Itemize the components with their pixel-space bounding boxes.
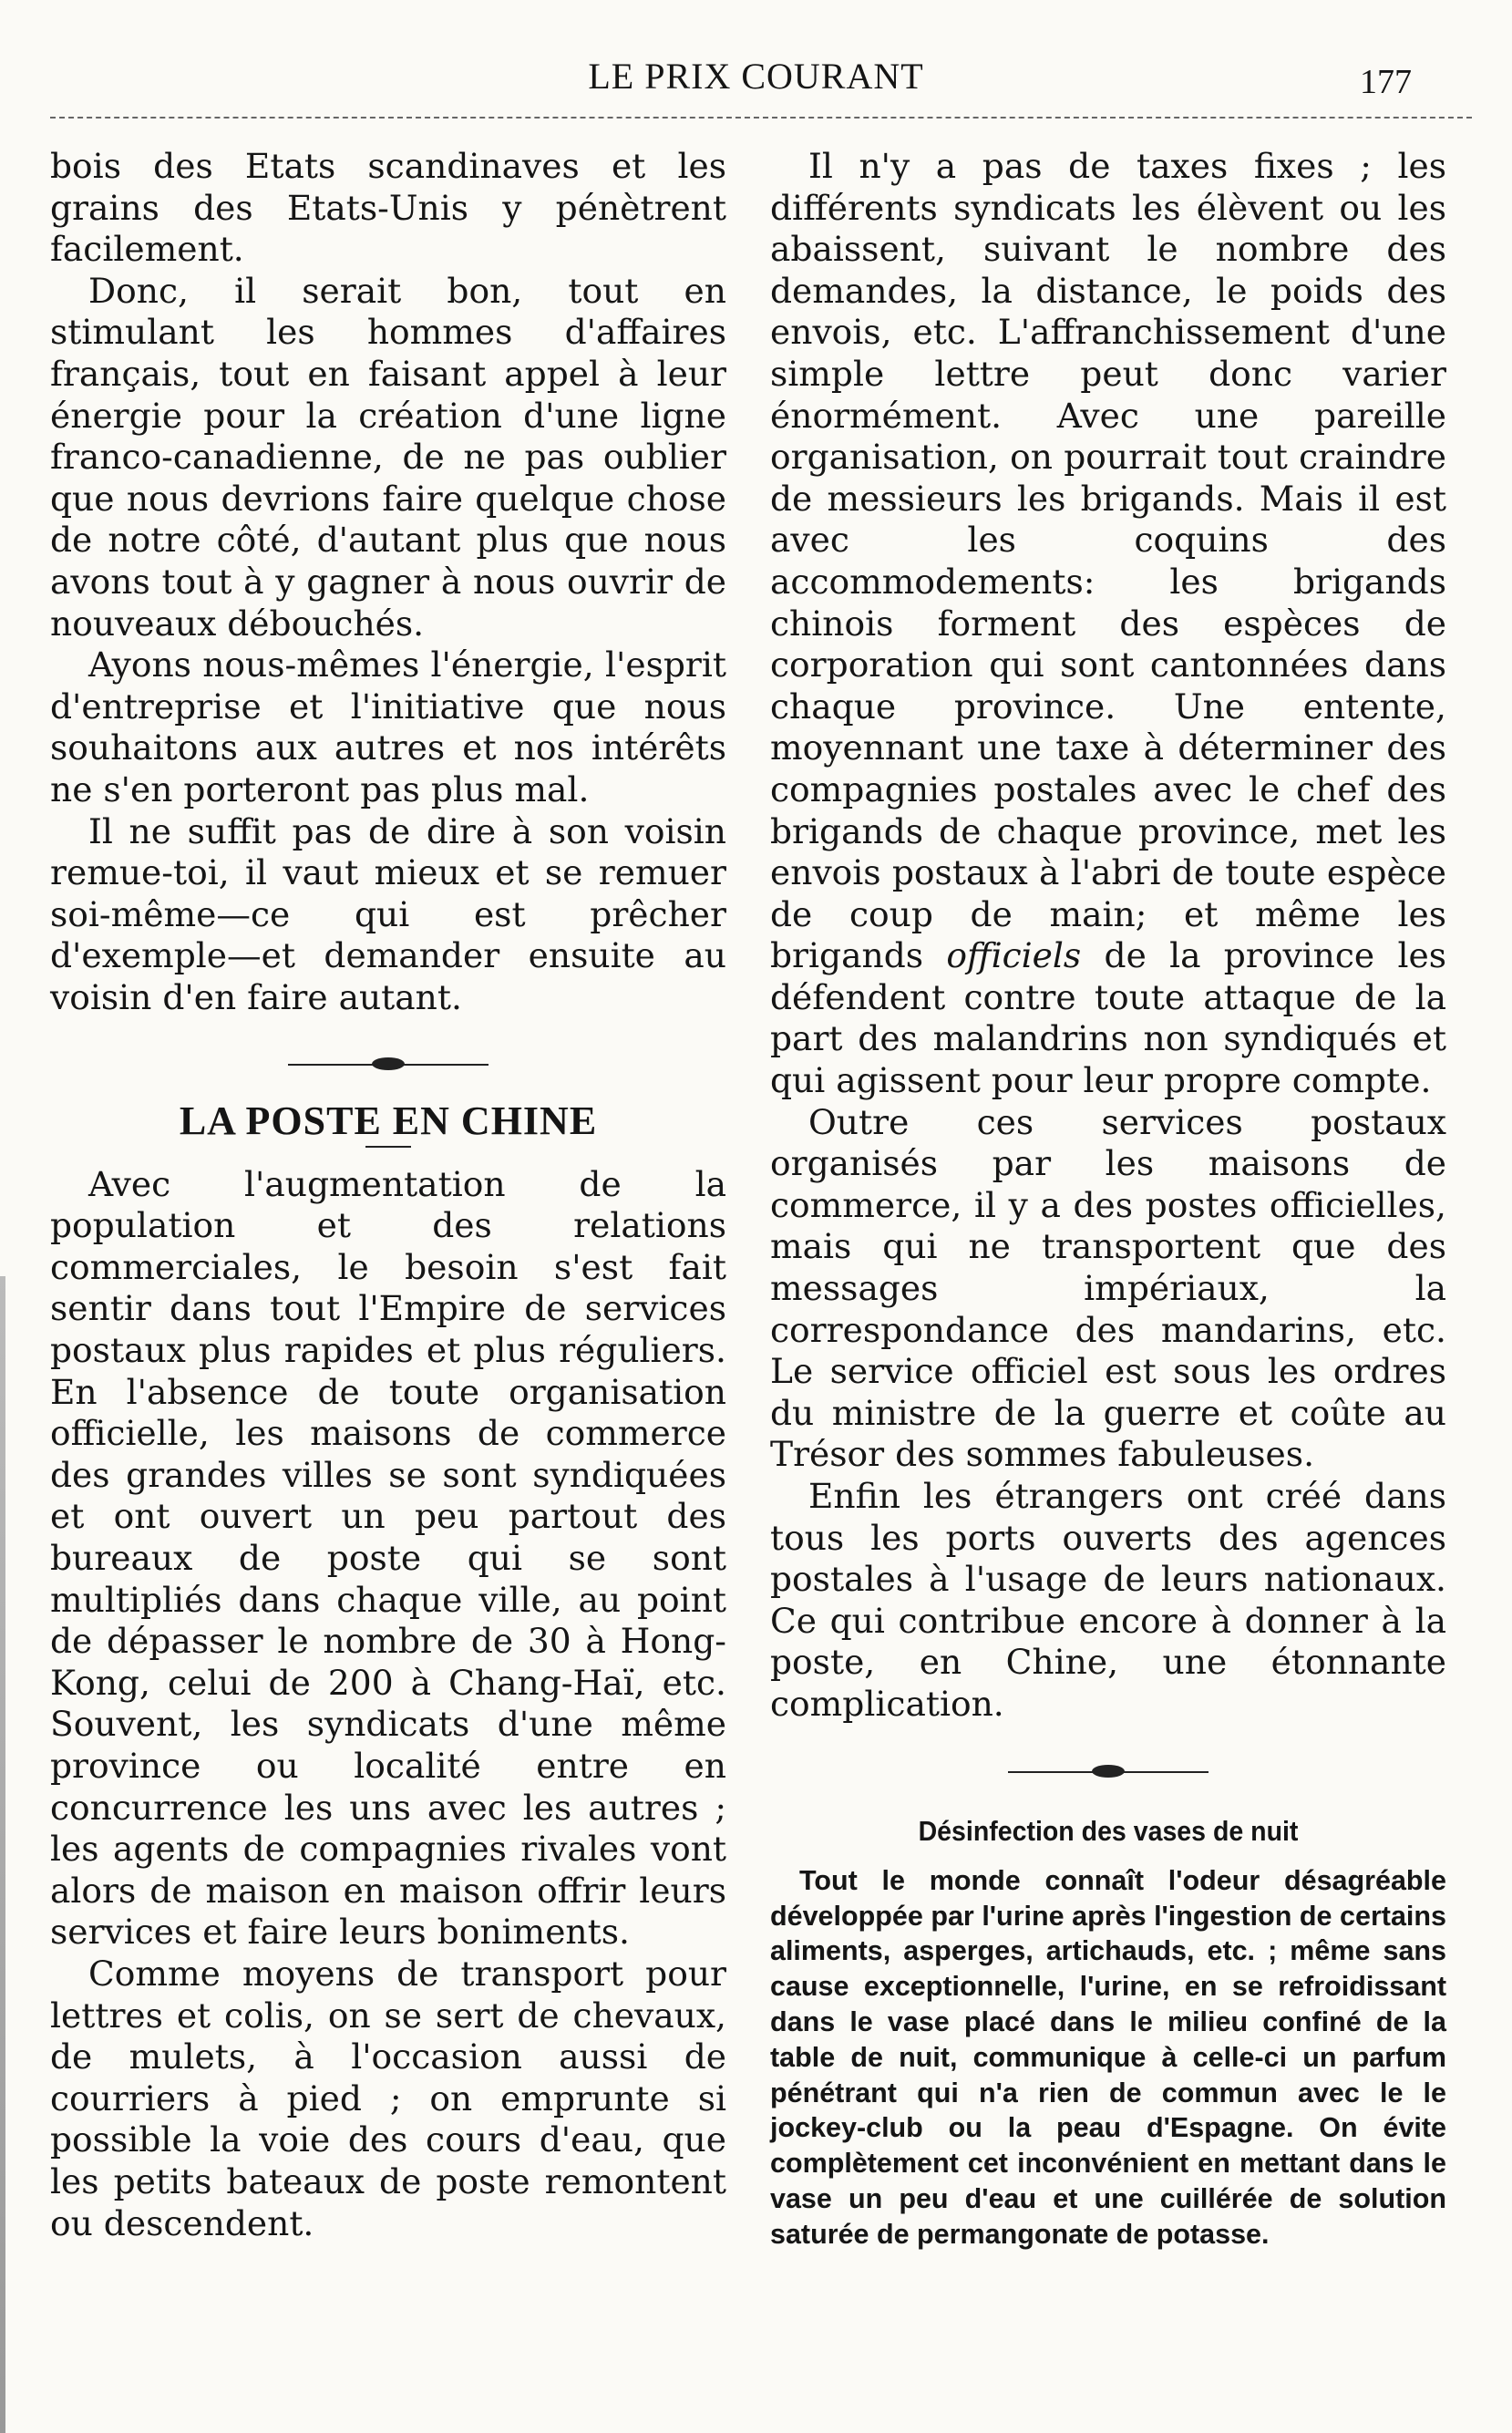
paragraph: Ayons nous-mêmes l'énergie, l'esprit d'entreprise et l'initiative que nous souhaitons aux autres et nos intérêts ne s'en porteront pas plus mal.	[50, 644, 726, 809]
section-ornament	[770, 1753, 1446, 1795]
paragraph: Outre ces services postaux organisés par les maisons de commerce, il y a des postes officielles, mais qui ne transportent que des messages impériaux, la correspondance des mandarins, etc. Le service officiel est sous les ordres du ministre de la guerre et coûte au Trésor des sommes fabuleuses.	[770, 1101, 1446, 1475]
italic-word: officiels	[946, 935, 1082, 976]
paragraph-text: de la province les défendent contre toute attaque de la part des malandrins non syndiqués et qui agissent pour leur propre compte.	[770, 935, 1446, 1101]
running-title: LE PRIX COURANT	[588, 56, 924, 97]
section-ornament	[50, 1046, 726, 1088]
paragraph-text: Il n'y a pas de taxes fixes ; les différents syndicats les élèvent ou les abaissent, suivant le nombre des demandes, la distance, le poids des envois, etc. L'affranchissement d'une simple lettre peut donc varier énormément. Avec une pareille organisation, on pourrait tout craindre de messieurs les brigands. Mais il est avec les coquins des accommodements: les brigands chinois forment des espèces de corporation qui sont cantonnées dans chaque province. Une entente, moyennant une taxe à déterminer des compagnies postales avec le chef des brigands de chaque province, met les envois postaux à l'abri de toute espèce de coup de main; et même les brigands	[770, 146, 1446, 976]
ornament-divider-icon	[1008, 1762, 1209, 1782]
paragraph: Il ne suffit pas de dire à son voisin remue-toi, il vaut mieux et se remuer soi-même—ce qui est prêcher d'exemple—et demander ensuite au voisin d'en faire autant.	[50, 810, 726, 1017]
page-header	[0, 46, 1512, 109]
paragraph: Donc, il serait bon, tout en stimulant les hommes d'affaires français, tout en faisant appel à leur énergie pour la création d'une ligne franco-canadienne, de ne pas oublier que nous devrions faire quelque chose de notre côté, d'autant plus que nous avons tout à y gagner à nous ouvrir de nouveaux débouchés.	[50, 270, 726, 644]
page-number: 177	[1360, 63, 1412, 101]
paragraph	[770, 146, 1446, 1102]
subsection-title: Désinfection des vases de nuit	[918, 1815, 1299, 1848]
left-column	[50, 146, 726, 2244]
paragraph: Tout le monde connaît l'odeur désagréable développée par l'urine après l'ingestion de certains aliments, asperges, artichauds, etc. ; même sans cause exceptionnelle, l'urine, en se refroidissant dans le vase placé dans le milieu confiné de la table de nuit, communique à celle-ci un parfum pénétrant qui n'a rien de commun avec le le jockey-club ou la peau d'Espagne. On évite complètement cet inconvénient en mettant dans le vase un peu d'eau et une cuillérée de solution saturée de permangonate de potasse.	[770, 1864, 1446, 2250]
right-column	[770, 146, 1446, 2253]
paragraph: bois des Etats scandinaves et les grains des Etats-Unis y pénètrent facilement.	[50, 146, 726, 270]
paragraph: Avec l'augmentation de la population et des relations commerciales, le besoin s'est fait sentir dans tout l'Empire de services postaux plus rapides et plus réguliers. En l'absence de toute organisation officielle, les maisons de commerce des grandes villes se sont syndiquées et ont ouvert un peu partout des bureaux de poste qui se sont multipliés dans chaque ville, au point de dépasser le nombre de 30 à Hong-Kong, celui de 200 à Chang-Haï, etc. Souvent, les syndicats d'une même province ou localité entre en concurrence les uns avec les autres ; les agents de compagnies rivales vont alors de maison en maison offrir leurs services et faire leurs boniments.	[50, 1163, 726, 1953]
subsection-body	[770, 1863, 1446, 2253]
page-edge-shadow	[0, 1276, 5, 2433]
header-rule	[50, 117, 1472, 119]
section-title: LA POSTE EN CHINE	[179, 1098, 598, 1144]
paragraph: Comme moyens de transport pour lettres et colis, on se sert de chevaux, de mulets, à l'occasion aussi de courriers à pied ; on emprunte si possible la voie des cours d'eau, que les petits bateaux de poste remontent ou descendent.	[50, 1953, 726, 2243]
paragraph: Enfin les étrangers ont créé dans tous les ports ouverts des agences postales à l'usage de leurs nationaux. Ce qui contribue encore à donner à la poste, en Chine, une étonnante complication.	[770, 1476, 1446, 1724]
ornament-divider-icon	[288, 1055, 489, 1075]
title-rule	[365, 1146, 411, 1148]
